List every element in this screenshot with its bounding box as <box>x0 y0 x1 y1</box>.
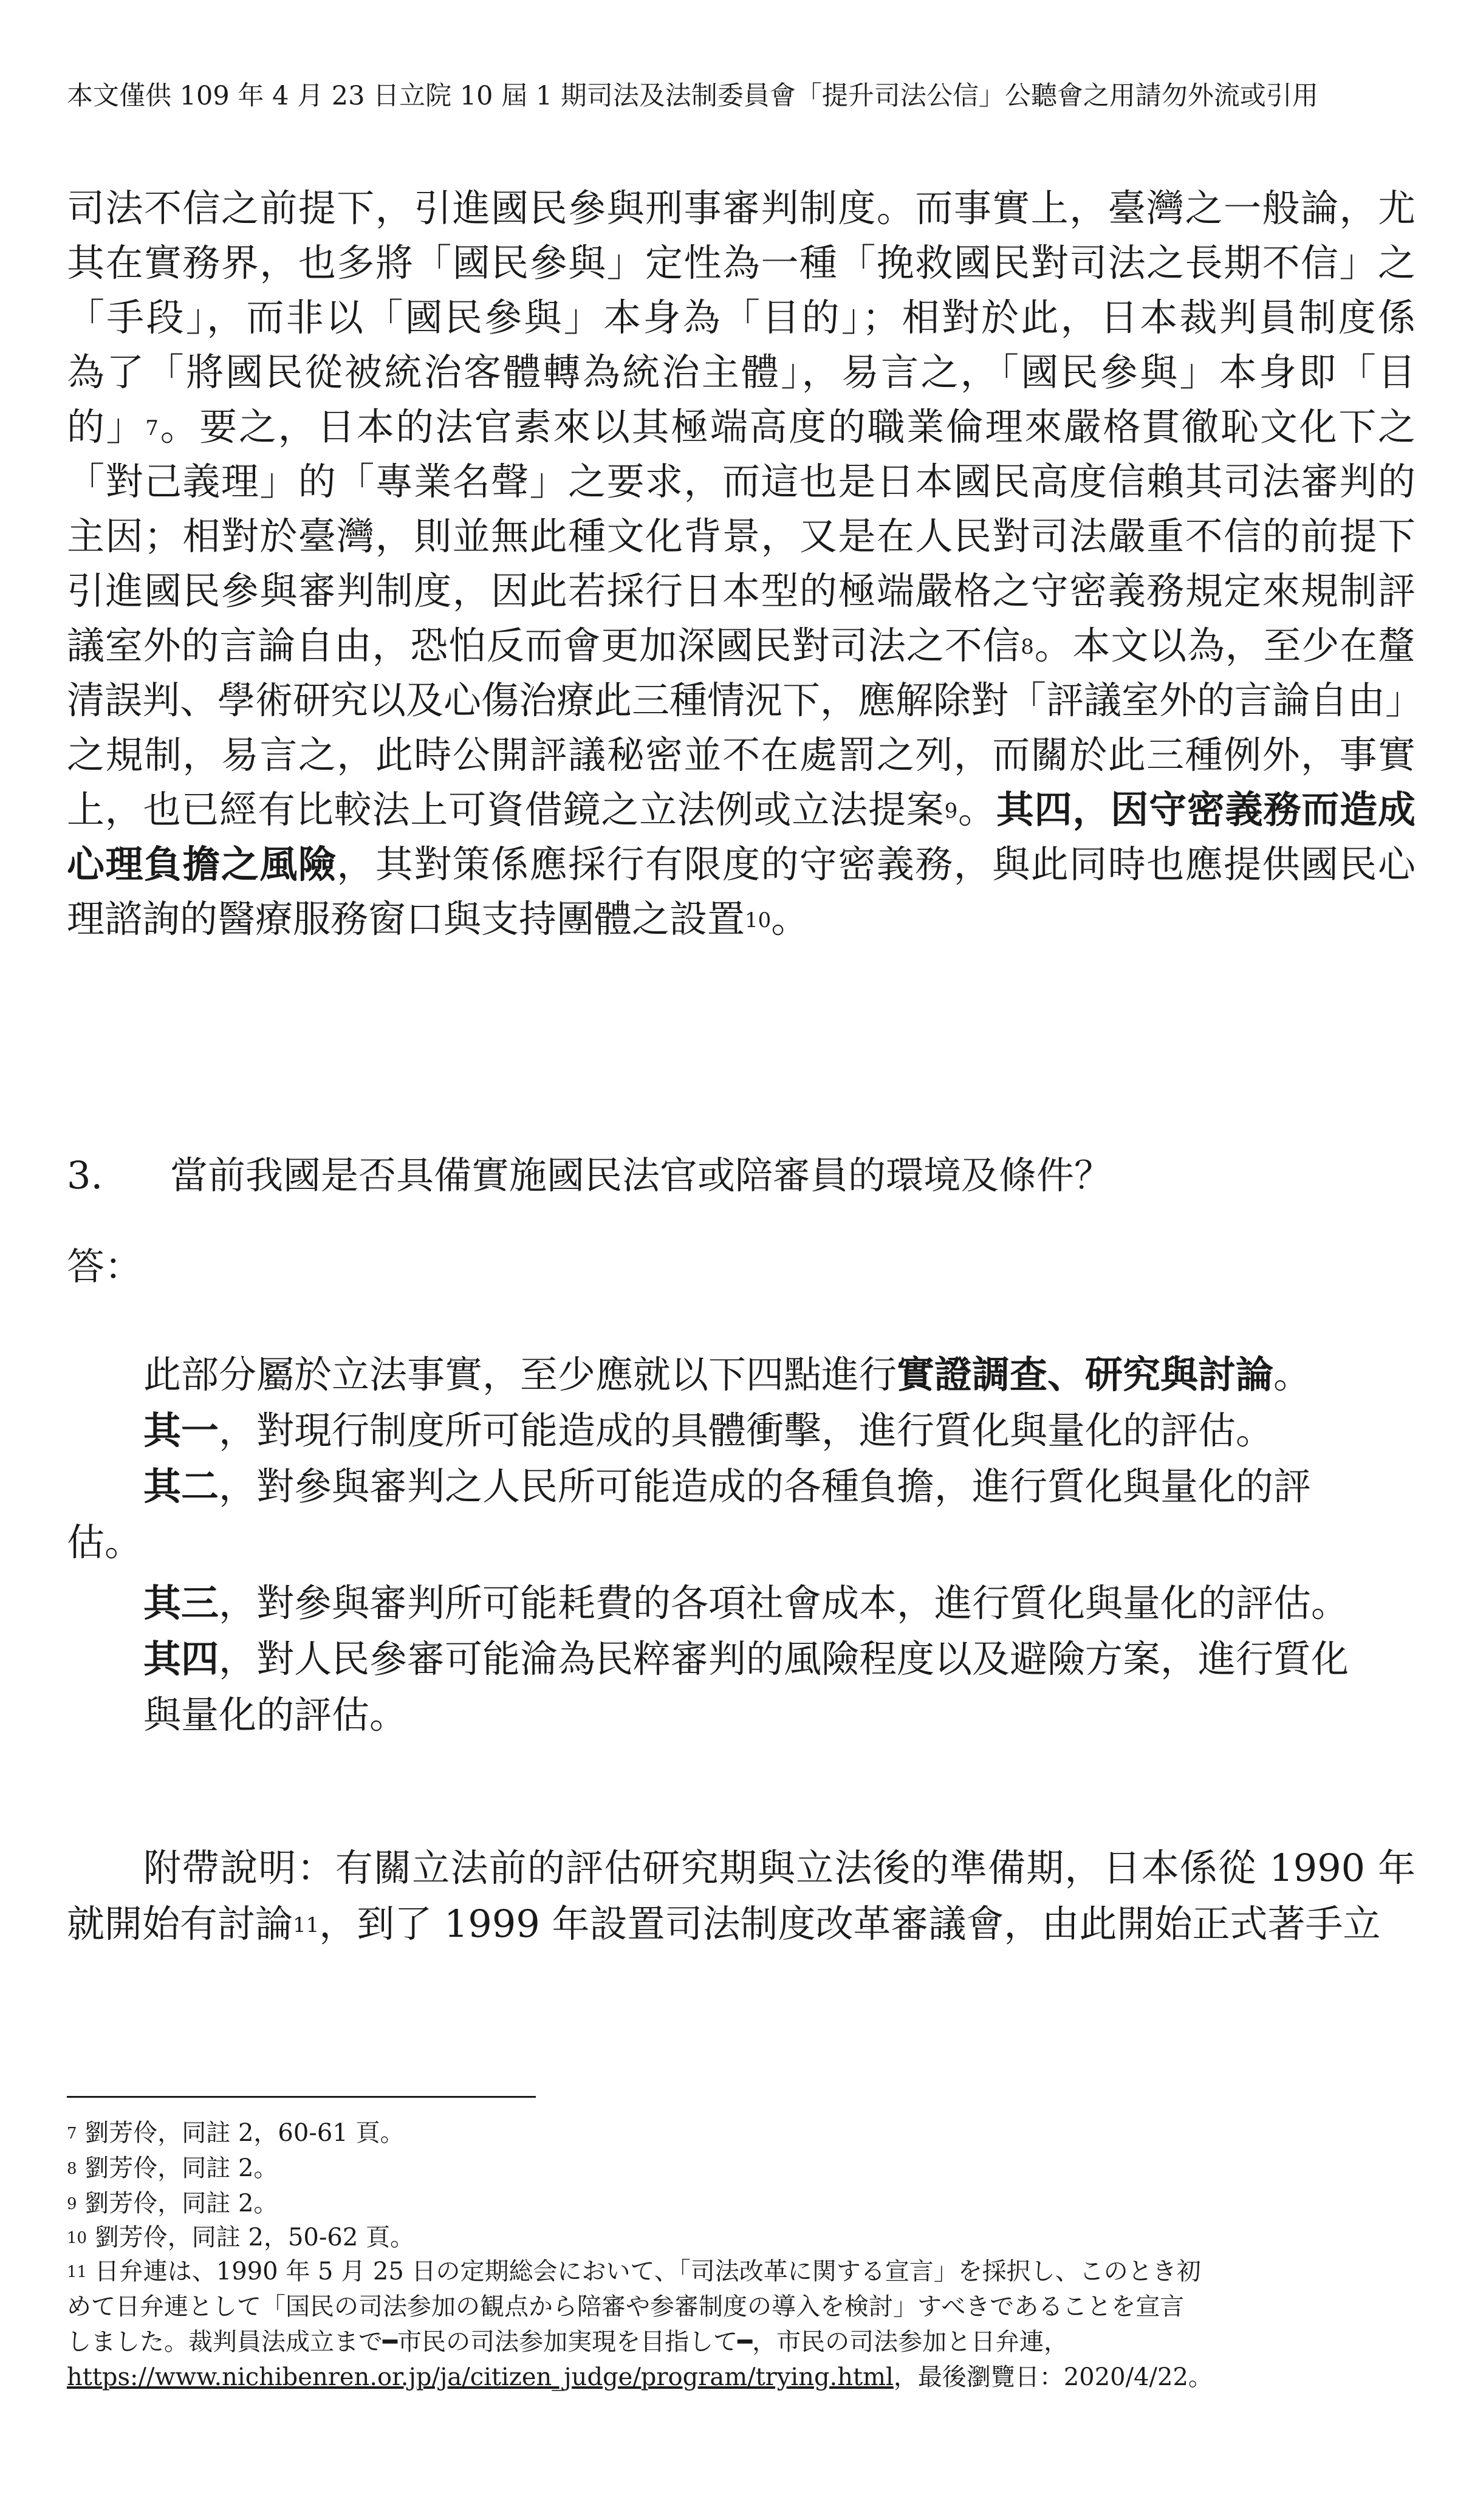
text-run: 。 <box>771 897 809 941</box>
paragraph-line <box>67 782 1416 837</box>
answer-intro <box>143 1347 1416 1402</box>
answer-point-2 <box>143 1459 1416 1514</box>
question-number: 3. <box>67 1153 103 1197</box>
text-run: ，對現行制度所可能造成的具體衝擊，進行質化與量化的評估。 <box>219 1408 1274 1453</box>
paragraph-line: 引進國民參與審判制度，因此若採行日本型的極端嚴格之守密義務規定來規制評 <box>67 569 1416 613</box>
text-run: 。 <box>1273 1352 1312 1397</box>
footnote-text: 劉芳伶，同註 2。 <box>84 2190 278 2217</box>
text-run: 就開始有討論 <box>67 1902 293 1946</box>
paragraph-line: 之規制，易言之，此時公開評議秘密並不在處罰之列，而關於此三種例外，事實 <box>67 733 1416 777</box>
footnote-7 <box>67 2119 1434 2147</box>
note-line: 附帶說明：有關立法前的評估研究期與立法後的準備期，日本係從 1990 年 <box>143 1846 1416 1890</box>
question-heading <box>67 1148 1112 1203</box>
bold-text: 其四，因守密義務而造成 <box>996 787 1416 832</box>
answer-point-1 <box>143 1403 1416 1458</box>
text-run: 議室外的言論自由，恐怕反而會更加深國民對司法之不信 <box>67 623 1021 668</box>
footnote-ref: 10 <box>745 908 772 933</box>
paragraph-line: 司法不信之前提下，引進國民參與刑事審判制度。而事實上，臺灣之一般論，尤 <box>67 186 1416 230</box>
footnote-text: 劉芳伶，同註 2，60-61 頁。 <box>84 2119 405 2147</box>
bold-text: 其四 <box>143 1637 219 1681</box>
footnote-ref: 11 <box>293 1913 320 1937</box>
text-run: 此部分屬於立法事實，至少應就以下四點進行 <box>143 1352 897 1397</box>
bold-text: 心理負擔之風險 <box>67 842 337 886</box>
answer-point-2-cont: 估。 <box>67 1520 143 1564</box>
paragraph-line: 「手段」，而非以「國民參與」本身為「目的」；相對於此，日本裁判員制度係 <box>67 295 1416 340</box>
text-run: 上，也已經有比較法上可資借鏡之立法例或立法提案 <box>67 787 945 832</box>
footnote-11 <box>67 2258 1434 2285</box>
bold-text: 其二 <box>143 1464 219 1508</box>
text-run: 。本文以為，至少在釐 <box>1033 623 1416 668</box>
answer-label: 答： <box>67 1244 143 1289</box>
footnote-ref: 9 <box>944 799 958 823</box>
answer-point-4-cont: 與量化的評估。 <box>143 1693 408 1737</box>
footnote-11-line-2: めて日弁連として「国民の司法参加の観点から陪審や参審制度の導入を検討」すべきであることを宣言 <box>67 2293 1185 2321</box>
footnote-text: 劉芳伶，同註 2，50-62 頁。 <box>94 2224 415 2251</box>
footnote-number: 10 <box>67 2229 87 2247</box>
paragraph-line: 主因；相對於臺灣，則並無此種文化背景，又是在人民對司法嚴重不信的前提下 <box>67 514 1416 558</box>
footnote-9 <box>67 2190 1434 2217</box>
bold-text: 實證調查、研究與討論 <box>897 1352 1274 1397</box>
text-run: ，其對策係應採行有限度的守密義務，與此同時也應提供國民心 <box>337 842 1416 886</box>
text-run: 。要之，日本的法官素來以其極端高度的職業倫理來嚴格貫徹恥文化下之 <box>158 405 1416 449</box>
paragraph-line <box>67 618 1416 673</box>
question-text: 當前我國是否具備實施國民法官或陪審員的環境及條件？ <box>170 1153 1112 1197</box>
page-header: 本文僅供 109 年 4 月 23 日立院 10 屆 1 期司法及法制委員會「提升司法公信」公聽會之用請勿外流或引用 <box>67 81 1318 111</box>
footnote-ref: 7 <box>145 416 159 440</box>
paragraph-line <box>67 837 1416 892</box>
answer-point-4 <box>143 1632 1416 1686</box>
footnote-10 <box>67 2224 1434 2251</box>
text-run: 的」 <box>67 405 146 449</box>
bold-text: 其三 <box>143 1581 219 1625</box>
text-run: 理諮詢的醫療服務窗口與支持團體之設置 <box>67 897 745 941</box>
text-run: ，對參與審判之人民所可能造成的各種負擔，進行質化與量化的評 <box>219 1464 1312 1508</box>
citation-link[interactable]: https://www.nichibenren.or.jp/ja/citizen_judge/program/trying.html <box>67 2363 894 2391</box>
footnote-text: 日弁連は、1990 年 5 月 25 日の定期総会において、「司法改革に関する宣言」を採択し、このとき初 <box>94 2258 1201 2285</box>
text-run: ，對人民參審可能淪為民粹審判的風險程度以及避險方案，進行質化 <box>219 1637 1349 1681</box>
footnote-text: 劉芳伶，同註 2。 <box>84 2154 278 2182</box>
footnote-number: 8 <box>67 2160 77 2178</box>
answer-point-3 <box>143 1576 1416 1631</box>
footnote-text: ，最後瀏覽日：2020/4/22。 <box>893 2363 1213 2391</box>
paragraph-line: 「對己義理」的「專業名聲」之要求，而這也是日本國民高度信賴其司法審判的 <box>67 459 1416 504</box>
paragraph-line: 清誤判、學術研究以及心傷治療此三種情況下，應解除對「評議室外的言論自由」 <box>67 678 1423 722</box>
note-line <box>67 1897 1416 1951</box>
footnote-number: 11 <box>67 2263 87 2281</box>
footnote-11-line-4 <box>67 2363 1434 2391</box>
footnote-divider <box>67 2096 536 2098</box>
text-run: 。 <box>957 787 996 832</box>
paragraph-line: 其在實務界，也多將「國民參與」定性為一種「挽救國民對司法之長期不信」之 <box>67 241 1416 285</box>
footnote-number: 7 <box>67 2125 77 2143</box>
footnote-8 <box>67 2154 1434 2182</box>
paragraph-line <box>67 892 1416 947</box>
footnote-11-line-3: しました。裁判員法成立まで━市民の司法参加実現を目指して━，市民の司法参加と日弁連， <box>67 2328 1069 2356</box>
footnote-ref: 8 <box>1021 635 1034 659</box>
footnote-number: 9 <box>67 2195 77 2213</box>
paragraph-line: 為了「將國民從被統治客體轉為統治主體」，易言之，「國民參與」本身即「目 <box>67 350 1416 394</box>
text-run: ，到了 1999 年設置司法制度改革審議會，由此開始正式著手立 <box>319 1902 1381 1946</box>
bold-text: 其一 <box>143 1408 219 1453</box>
paragraph-line <box>67 400 1416 454</box>
text-run: ，對參與審判所可能耗費的各項社會成本，進行質化與量化的評估。 <box>219 1581 1349 1625</box>
